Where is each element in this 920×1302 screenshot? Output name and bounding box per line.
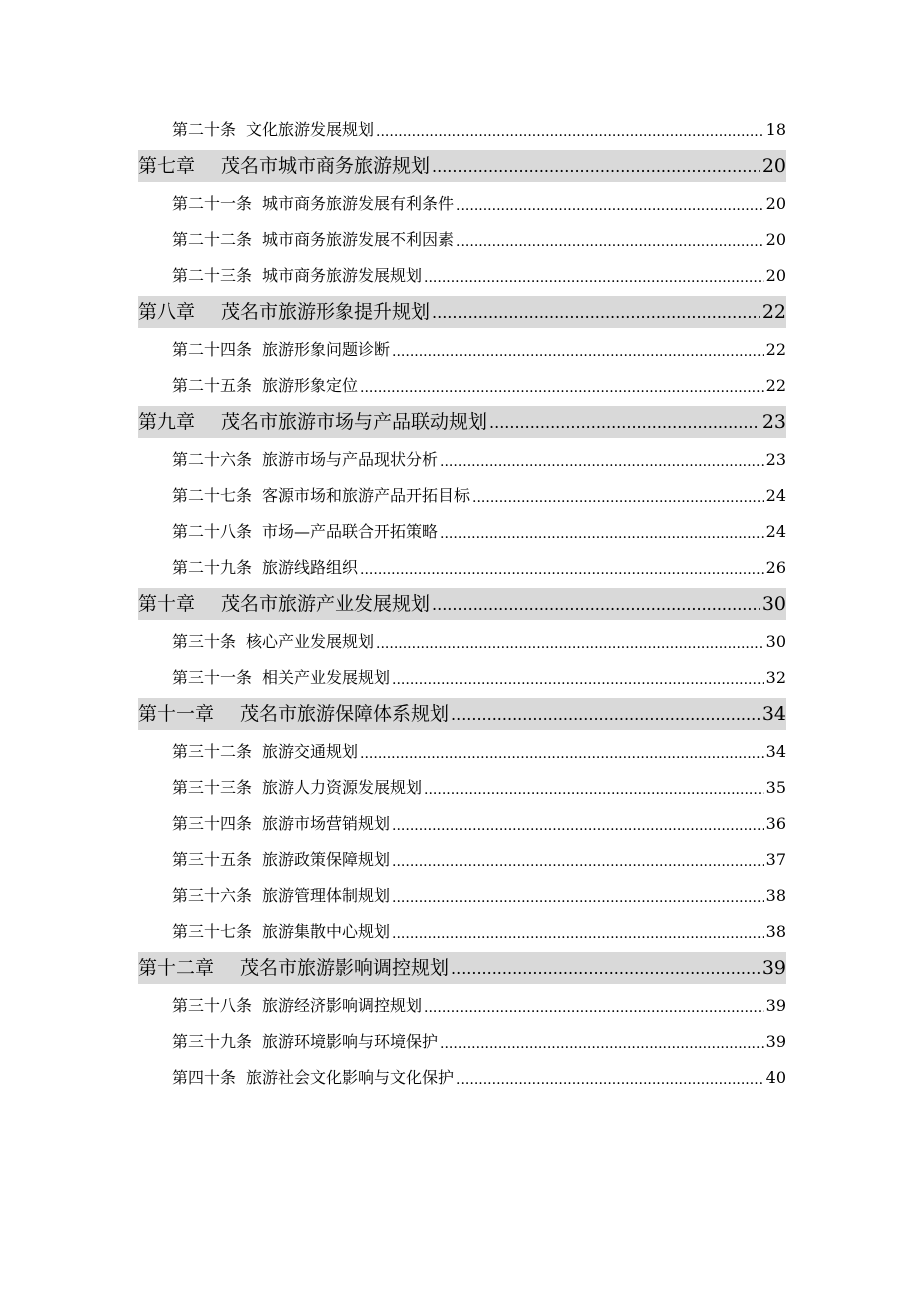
dot-leader: [392, 664, 764, 696]
page-number: 40: [765, 1068, 786, 1087]
section-title: 旅游线路组织: [262, 558, 359, 577]
page-number: 39: [765, 1032, 786, 1051]
page-number: 20: [761, 155, 786, 177]
dot-leader: [440, 446, 764, 478]
section-title: 城市商务旅游发展规划: [262, 266, 423, 285]
chapter-number: 第十章: [138, 593, 196, 615]
dot-leader: [392, 846, 764, 878]
chapter-number: 第八章: [138, 301, 196, 323]
chapter-number: 第十一章: [138, 703, 215, 725]
toc-chapter-entry[interactable]: [138, 296, 786, 328]
page-number: 26: [765, 558, 786, 577]
page-number: 23: [765, 450, 786, 469]
dot-leader: [472, 482, 764, 514]
toc-section-entry[interactable]: [172, 478, 786, 514]
section-number: 第二十三条: [172, 266, 253, 285]
page-number: 23: [761, 411, 786, 433]
dot-leader: [440, 518, 764, 550]
toc-chapter-entry[interactable]: [138, 406, 786, 438]
section-title: 旅游形象问题诊断: [262, 340, 391, 359]
section-number: 第二十二条: [172, 230, 253, 249]
toc-section-entry[interactable]: [172, 842, 786, 878]
page-number: 39: [765, 996, 786, 1015]
dot-leader: [360, 554, 764, 586]
page-number: 22: [765, 340, 786, 359]
page-number: 38: [765, 922, 786, 941]
section-number: 第二十一条: [172, 194, 253, 213]
section-number: 第三十三条: [172, 778, 253, 797]
toc-section-entry[interactable]: [172, 514, 786, 550]
page-number: 24: [765, 486, 786, 505]
toc-section-entry[interactable]: [172, 222, 786, 258]
section-title: 旅游管理体制规划: [262, 886, 391, 905]
toc-section-entry[interactable]: [172, 660, 786, 696]
section-number: 第二十八条: [172, 522, 253, 541]
dot-leader: [424, 262, 764, 294]
dot-leader: [440, 1028, 764, 1060]
dot-leader: [489, 408, 760, 438]
dot-leader: [456, 226, 764, 258]
dot-leader: [424, 992, 764, 1024]
toc-section-entry[interactable]: [172, 186, 786, 222]
page-number: 38: [765, 886, 786, 905]
toc-section-entry[interactable]: [172, 332, 786, 368]
toc-section-entry[interactable]: [172, 914, 786, 950]
section-number: 第三十四条: [172, 814, 253, 833]
dot-leader: [456, 190, 764, 222]
page-number: 22: [761, 301, 786, 323]
page-number: 20: [765, 194, 786, 213]
section-title: 旅游市场营销规划: [262, 814, 391, 833]
dot-leader: [392, 882, 764, 914]
section-title: 市场—产品联合开拓策略: [262, 522, 439, 541]
dot-leader: [424, 774, 764, 806]
section-title: 相关产业发展规划: [262, 668, 391, 687]
chapter-number: 第九章: [138, 411, 196, 433]
section-number: 第二十六条: [172, 450, 253, 469]
toc-section-entry[interactable]: [172, 258, 786, 294]
toc-section-entry[interactable]: [172, 734, 786, 770]
toc-section-entry[interactable]: [172, 878, 786, 914]
toc-chapter-entry[interactable]: [138, 952, 786, 984]
dot-leader: [392, 918, 764, 950]
page-number: 22: [765, 376, 786, 395]
chapter-number: 第七章: [138, 155, 196, 177]
section-title: 城市商务旅游发展有利条件: [262, 194, 455, 213]
toc-section-entry[interactable]: [172, 1024, 786, 1060]
toc-section-entry[interactable]: [172, 988, 786, 1024]
toc-chapter-entry[interactable]: [138, 588, 786, 620]
chapter-title: 茂名市旅游影响调控规划: [240, 957, 450, 979]
dot-leader: [432, 152, 760, 182]
section-title: 旅游社会文化影响与文化保护: [246, 1068, 455, 1087]
toc-section-entry[interactable]: [172, 1060, 786, 1096]
toc-section-entry[interactable]: [172, 806, 786, 842]
section-title: 旅游经济影响调控规划: [262, 996, 423, 1015]
toc-chapter-entry[interactable]: [138, 150, 786, 182]
section-title: 旅游形象定位: [262, 376, 359, 395]
section-title: 旅游集散中心规划: [262, 922, 391, 941]
toc-section-entry[interactable]: [172, 550, 786, 586]
dot-leader: [432, 298, 760, 328]
page-number: 34: [765, 742, 786, 761]
chapter-title: 茂名市旅游市场与产品联动规划: [221, 411, 488, 433]
page-number: 30: [765, 632, 786, 651]
page-number: 20: [765, 266, 786, 285]
toc-section-entry[interactable]: [172, 770, 786, 806]
dot-leader: [456, 1064, 764, 1096]
page-number: 37: [765, 850, 786, 869]
page-number: 18: [765, 120, 786, 139]
section-title: 旅游市场与产品现状分析: [262, 450, 439, 469]
toc-section-entry[interactable]: [172, 624, 786, 660]
dot-leader: [360, 372, 764, 404]
page-number: 24: [765, 522, 786, 541]
page-number: 34: [761, 703, 786, 725]
chapter-title: 茂名市城市商务旅游规划: [221, 155, 431, 177]
page-number: 20: [765, 230, 786, 249]
dot-leader: [376, 628, 764, 660]
chapter-title: 茂名市旅游产业发展规划: [221, 593, 431, 615]
section-number: 第三十六条: [172, 886, 253, 905]
page-number: 30: [761, 593, 786, 615]
section-title: 旅游人力资源发展规划: [262, 778, 423, 797]
section-number: 第二十七条: [172, 486, 253, 505]
section-number: 第二十五条: [172, 376, 253, 395]
dot-leader: [451, 954, 760, 984]
toc-section-entry[interactable]: [172, 368, 786, 404]
section-title: 文化旅游发展规划: [246, 120, 375, 139]
section-title: 核心产业发展规划: [246, 632, 375, 651]
section-title: 城市商务旅游发展不利因素: [262, 230, 455, 249]
section-number: 第三十八条: [172, 996, 253, 1015]
section-title: 旅游交通规划: [262, 742, 359, 761]
table-of-contents: [138, 112, 786, 1096]
section-number: 第二十九条: [172, 558, 253, 577]
dot-leader: [392, 810, 764, 842]
page-number: 39: [761, 957, 786, 979]
section-number: 第三十九条: [172, 1032, 253, 1051]
toc-section-entry[interactable]: [172, 442, 786, 478]
section-number: 第三十条: [172, 632, 237, 651]
section-number: 第三十二条: [172, 742, 253, 761]
section-number: 第二十条: [172, 120, 237, 139]
section-number: 第三十七条: [172, 922, 253, 941]
page-number: 32: [765, 668, 786, 687]
section-number: 第二十四条: [172, 340, 253, 359]
dot-leader: [451, 700, 760, 730]
chapter-title: 茂名市旅游保障体系规划: [240, 703, 450, 725]
chapter-number: 第十二章: [138, 957, 215, 979]
page-number: 36: [765, 814, 786, 833]
dot-leader: [392, 336, 764, 368]
dot-leader: [432, 590, 760, 620]
section-number: 第三十五条: [172, 850, 253, 869]
section-number: 第四十条: [172, 1068, 237, 1087]
toc-chapter-entry[interactable]: [138, 698, 786, 730]
section-number: 第三十一条: [172, 668, 253, 687]
chapter-title: 茂名市旅游形象提升规划: [221, 301, 431, 323]
toc-section-entry[interactable]: [172, 112, 786, 148]
dot-leader: [376, 116, 764, 148]
section-title: 旅游环境影响与环境保护: [262, 1032, 439, 1051]
dot-leader: [360, 738, 764, 770]
page-number: 35: [765, 778, 786, 797]
section-title: 旅游政策保障规划: [262, 850, 391, 869]
section-title: 客源市场和旅游产品开拓目标: [262, 486, 471, 505]
